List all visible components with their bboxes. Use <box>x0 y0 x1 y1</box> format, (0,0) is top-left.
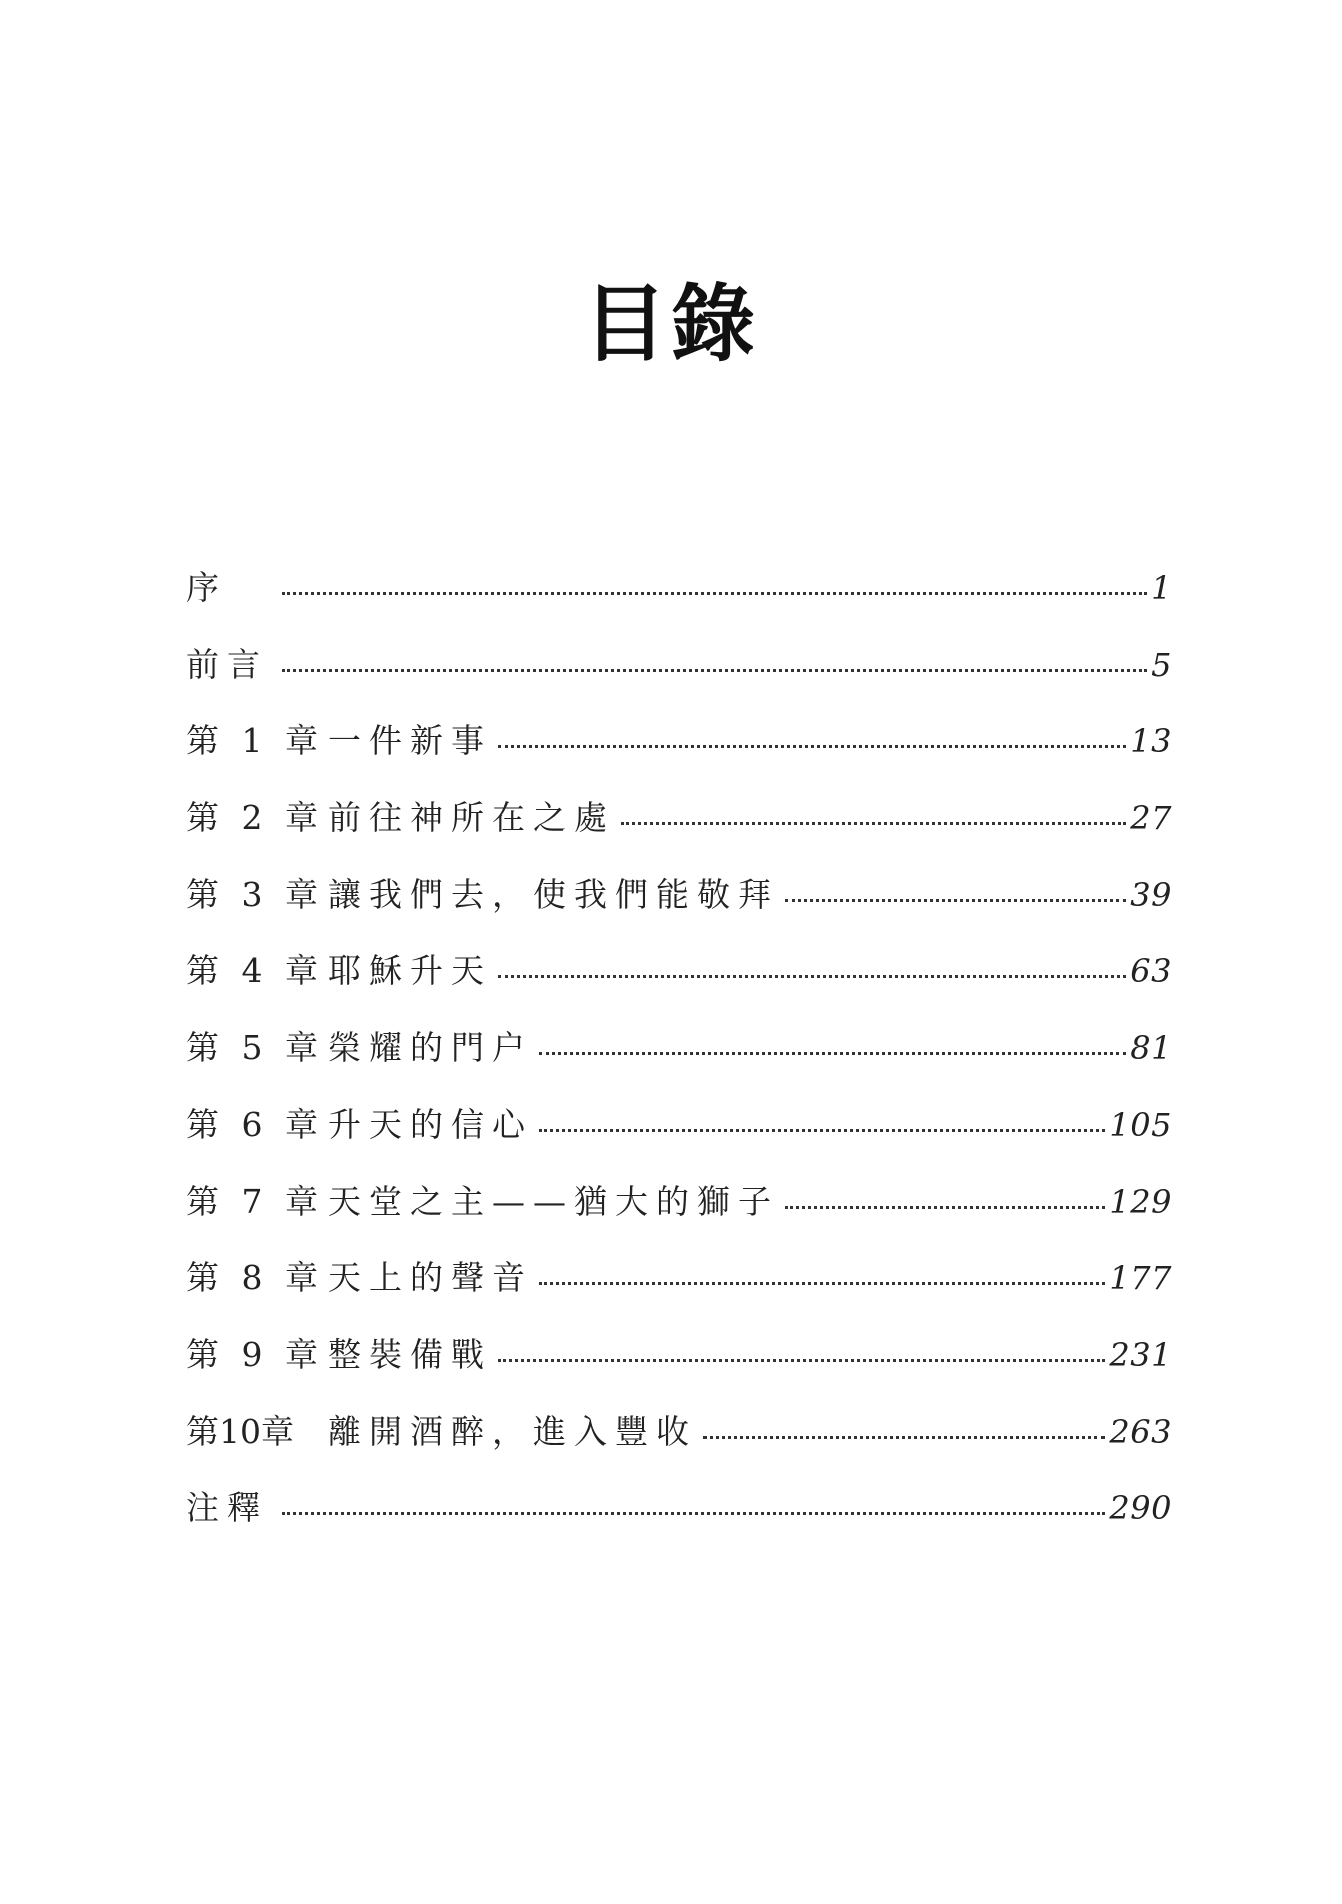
chapter-title: 離開酒醉，進入豐收 <box>328 1411 697 1451</box>
toc-page-number: 105 <box>1109 1105 1172 1144</box>
toc-entry-chapter-10[interactable] <box>186 1406 1172 1483</box>
chapter-title: 升天的信心 <box>328 1104 533 1144</box>
toc-page-number: 27 <box>1130 799 1172 838</box>
chapter-number: 第 3 章 <box>186 874 324 914</box>
toc-page-number: 129 <box>1109 1182 1172 1221</box>
toc-entry-chapter-5[interactable] <box>186 1022 1172 1099</box>
toc-page-number: 1 <box>1151 569 1172 607</box>
toc-entry-chapter-6[interactable] <box>186 1099 1172 1176</box>
toc-entry-chapter-4[interactable] <box>186 945 1172 1022</box>
toc-entry-preface[interactable] <box>186 562 1172 639</box>
dot-leader <box>282 1512 1105 1515</box>
toc-page-number: 39 <box>1130 875 1172 914</box>
chapter-number: 第 7 章 <box>186 1181 324 1221</box>
chapter-title: 耶穌升天 <box>328 951 492 991</box>
toc-entry-label: 注釋 <box>186 1488 268 1528</box>
dot-leader <box>621 822 1126 825</box>
toc-page-number: 177 <box>1109 1259 1172 1298</box>
chapter-number: 第 4 章 <box>186 951 324 991</box>
dot-leader <box>498 745 1126 748</box>
toc-entry-label: 前言 <box>186 644 268 684</box>
dot-leader <box>785 1206 1105 1209</box>
toc-entry-chapter-7[interactable] <box>186 1176 1172 1253</box>
chapter-number: 第 6 章 <box>186 1104 324 1144</box>
chapter-number: 第 8 章 <box>186 1258 324 1298</box>
chapter-title: 整裝備戰 <box>328 1334 492 1374</box>
toc-entry-foreword[interactable] <box>186 639 1172 716</box>
toc-entry-chapter-8[interactable] <box>186 1252 1172 1329</box>
chapter-number: 第 5 章 <box>186 1028 324 1068</box>
toc-page-number: 263 <box>1109 1412 1172 1451</box>
chapter-title: 天堂之主——猶大的獅子 <box>328 1181 779 1221</box>
toc-page-number: 231 <box>1109 1335 1172 1374</box>
chapter-number: 第 2 章 <box>186 798 324 838</box>
chapter-title: 一件新事 <box>328 721 492 761</box>
toc-entry-chapter-9[interactable] <box>186 1329 1172 1406</box>
chapter-title: 榮耀的門户 <box>328 1028 533 1068</box>
dot-leader <box>539 1129 1105 1132</box>
chapter-title: 讓我們去，使我們能敬拜 <box>328 874 779 914</box>
toc-entry-label: 序 <box>186 568 227 607</box>
toc-entry-chapter-3[interactable] <box>186 869 1172 946</box>
dot-leader <box>703 1436 1105 1439</box>
dot-leader <box>539 1282 1105 1285</box>
dot-leader <box>539 1052 1126 1055</box>
dot-leader <box>498 975 1126 978</box>
table-of-contents <box>186 562 1172 1559</box>
toc-page-number: 13 <box>1130 722 1172 761</box>
chapter-number: 第 1 章 <box>186 721 324 761</box>
toc-entry-chapter-1[interactable] <box>186 715 1172 792</box>
page-title: 目錄 <box>582 274 759 374</box>
chapter-number: 第10章 <box>186 1411 294 1451</box>
chapter-title: 前往神所在之處 <box>328 798 615 838</box>
dot-leader <box>498 1359 1105 1362</box>
dot-leader <box>282 669 1147 672</box>
chapter-title: 天上的聲音 <box>328 1258 533 1298</box>
toc-entry-notes[interactable] <box>186 1482 1172 1559</box>
toc-entry-chapter-2[interactable] <box>186 792 1172 869</box>
dot-leader <box>785 899 1126 902</box>
toc-page-number: 5 <box>1151 645 1172 684</box>
toc-page-number: 63 <box>1130 952 1172 991</box>
toc-page-number: 81 <box>1130 1029 1172 1068</box>
toc-page-number: 290 <box>1109 1489 1172 1528</box>
dot-leader <box>282 592 1147 595</box>
chapter-number: 第 9 章 <box>186 1334 324 1374</box>
